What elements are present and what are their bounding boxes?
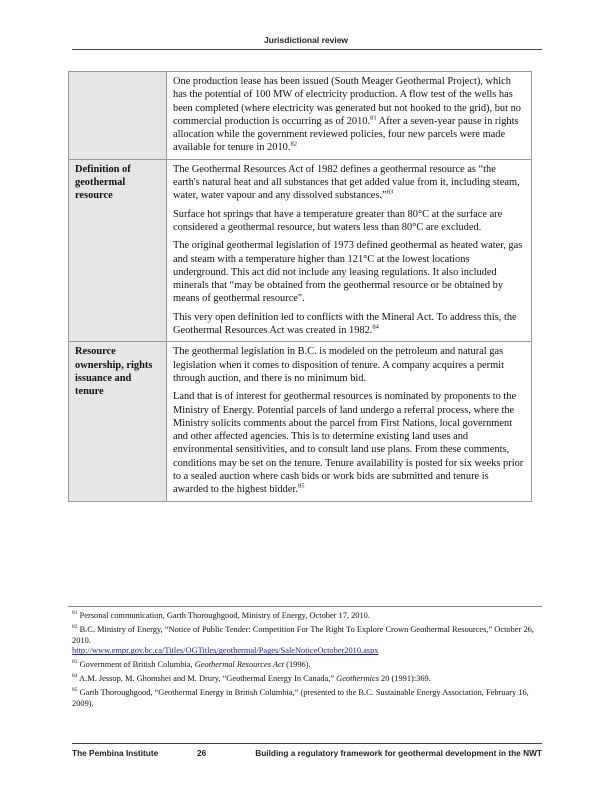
row-content [167, 159, 532, 342]
footnote-marker: 85 [72, 686, 78, 693]
footnote [72, 674, 542, 685]
text-run: A.M. Jessop, M. Ghomshei and M. Drury, “Geothermal Energy In Canada,” [77, 673, 337, 683]
text-run: B.C. Ministry of Energy, “Notice of Public Tender: Competition For The Right To Explore Crown Geothermal Resources,” October 26, 2010. [72, 624, 534, 645]
footnote [72, 688, 542, 710]
content-paragraph [173, 208, 524, 235]
row-content [167, 72, 532, 160]
row-label: Definition of geothermal resource [69, 159, 167, 342]
italic-title: Geothermal Resources Act [194, 660, 285, 670]
content-paragraph [173, 345, 524, 385]
text-run: (1996). [284, 660, 311, 670]
row-label [69, 72, 167, 160]
footnote [72, 611, 542, 622]
header-divider [72, 49, 542, 50]
table-row [69, 342, 532, 501]
italic-title: Geothermics [336, 673, 379, 683]
footnote [72, 625, 542, 657]
footnote [72, 660, 542, 671]
footer-divider [72, 743, 542, 744]
reference-link[interactable]: http://www.empr.gov.bc.ca/Titles/OGTitles/geothermal/Pages/SaleNoticeOctober2010.aspx [72, 646, 379, 656]
text-run: One production lease has been issued (South Meager Geothermal Project), which has the potential of 100 MW of electricity production. A flow test of the wells has been completed (where electricity was generated but not hooked to the grid), but no commercial production is occurring as of 2010. [173, 76, 521, 127]
footer-organization: The Pembina Institute [72, 748, 159, 758]
footnote-marker: 83 [72, 659, 78, 666]
footnotes [72, 611, 542, 712]
content-paragraph [173, 75, 524, 155]
page-number: 26 [197, 748, 207, 758]
page-header: Jurisdictional review [263, 35, 349, 45]
content-paragraph [173, 390, 524, 496]
table-row [69, 72, 532, 160]
row-label: Resource ownership, rights issuance and tenure [69, 342, 167, 501]
text-run: 20 (1991):369. [378, 673, 431, 683]
footer-document-title: Building a regulatory framework for geothermal development in the NWT [255, 748, 542, 758]
footnote-marker: 84 [372, 323, 379, 331]
text-run: Surface hot springs that have a temperature greater than 80°C at the surface are considered a geothermal resource, but waters less than 80°C are excluded. [173, 208, 503, 233]
footnote-marker: 85 [297, 482, 305, 490]
text-run: The Geothermal Resources Act of 1982 defines a geothermal resource as “the earth's natural heat and all substances that get added value from it, including steam, water, water vapour and any dissolved substances.” [173, 163, 520, 202]
footnote-marker: 84 [72, 673, 78, 680]
text-run: The original geothermal legislation of 1973 defined geothermal as heated water, gas and steam with a temperature higher than 121°C at the lowest locations underground. This act did not include any leasing regulations. It also included minerals that “may be obtained from the geothermal resource or be obtained by means of geothermal resource". [173, 240, 523, 305]
row-content [167, 342, 532, 501]
text-run: Land that is of interest for geothermal resources is nominated by proponents to the Ministry of Energy. Potential parcels of land undergo a referral process, where the Ministry solicits comments about the parcel from First Nations, local government and other affected agencies. This is to determine existing land uses and environmental sensitivities, and to consult land use plans. From these comments, conditions may be set on the tenure. Tenure availability is posted for six weeks prior to a sealed auction where cash bids or work bids are submitted and tenure is awarded to the highest bidder. [173, 391, 524, 496]
text-run: This very open definition led to conflicts with the Mineral Act. To address this, the Geothermal Resources Act was created in 1982. [173, 311, 517, 337]
text-run: Garth Thoroughgood, “Geothermal Energy in British Columbia,” (presented to the B.C. Sustainable Energy Association, February 16, 2009). [72, 687, 529, 708]
footnote-marker: 82 [72, 624, 78, 630]
footnote-marker: 82 [290, 141, 297, 149]
footnote-divider [68, 606, 542, 607]
review-table-body [69, 72, 532, 502]
table-row [69, 159, 532, 342]
content-paragraph [173, 239, 524, 305]
footnote-marker: 83 [386, 188, 394, 196]
text-run: After a seven-year pause in rights allocation while the government reviewed policies, four new parcels were made available for tenure in 2010. [173, 115, 519, 154]
text-run: Personal communication, Garth Thoroughgood, Ministry of Energy, October 17, 2010. [77, 611, 370, 620]
content-paragraph [173, 311, 524, 338]
text-run: Government of British Columbia, [77, 660, 195, 670]
footnote-marker: 81 [370, 114, 377, 122]
text-run: The geothermal legislation in B.C. is modeled on the petroleum and natural gas legislation when it comes to disposition of tenure. A company acquires a permit through auction, and there is no minimum bid. [173, 346, 504, 384]
jurisdictional-review-table [68, 71, 532, 502]
content-paragraph [173, 163, 524, 203]
footnote-marker: 81 [72, 610, 78, 617]
